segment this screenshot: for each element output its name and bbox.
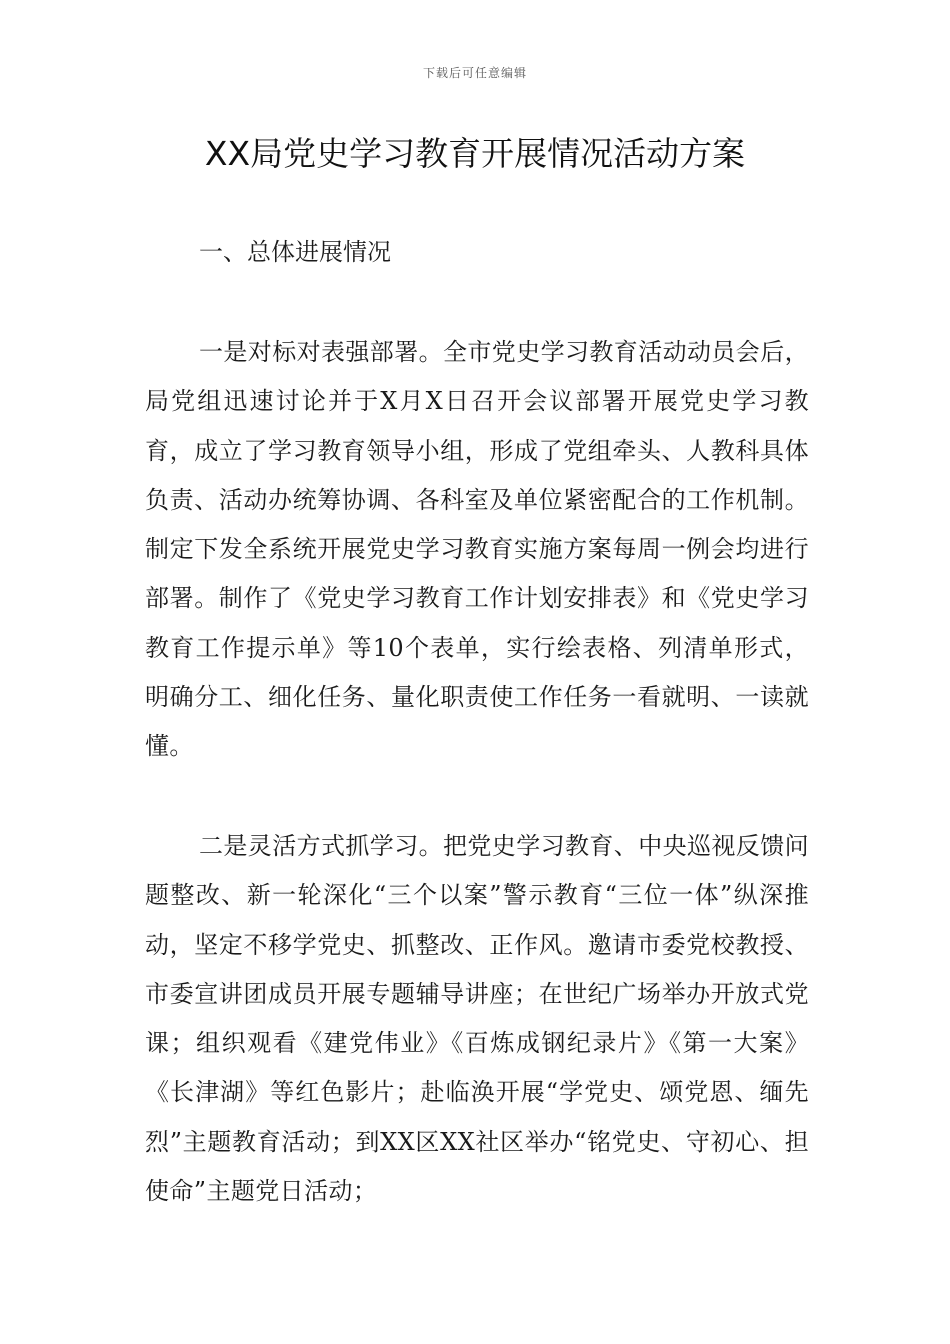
paragraph-learning: 二是灵活方式抓学习。把党史学习教育、中央巡视反馈问题整改、新一轮深化“三个以案”警示教育“三位一体”纵深推动，坚定不移学党史、抓整改、正作风。邀请市委党校教授、市委宣讲团成员开展专题辅导讲座；在世纪广场举办开放式党课；组织观看《建党伟业》《百炼成钢纪录片》《第一大案》《长津湖》等红色影片；赴临涣开展“学党史、颂党恩、缅先烈”主题教育活动；到XX区XX社区举办“铭党史、守初心、担使命”主题党日活动； [145,832,809,1206]
section-heading: 一、总体进展情况 [199,238,391,266]
paragraph-deployment: 一是对标对表强部署。全市党史学习教育活动动员会后，局党组迅速讨论并于X月X日召开会议部署开展党史学习教育，成立了学习教育领导小组，形成了党组牵头、人教科具体负责、活动办统筹协调、各科室及单位紧密配合的工作机制。制定下发全系统开展党史学习教育实施方案每周一例会均进行部署。制作了《党史学习教育工作计划安排表》和《党史学习教育工作提示单》等10个表单，实行绘表格、列清单形式，明确分工、细化任务、量化职责使工作任务一看就明、一读就懂。 [145,338,809,761]
header-note: 下载后可任意编辑 [422,66,527,80]
document-title: XX局党史学习教育开展情况活动方案 [204,134,746,173]
